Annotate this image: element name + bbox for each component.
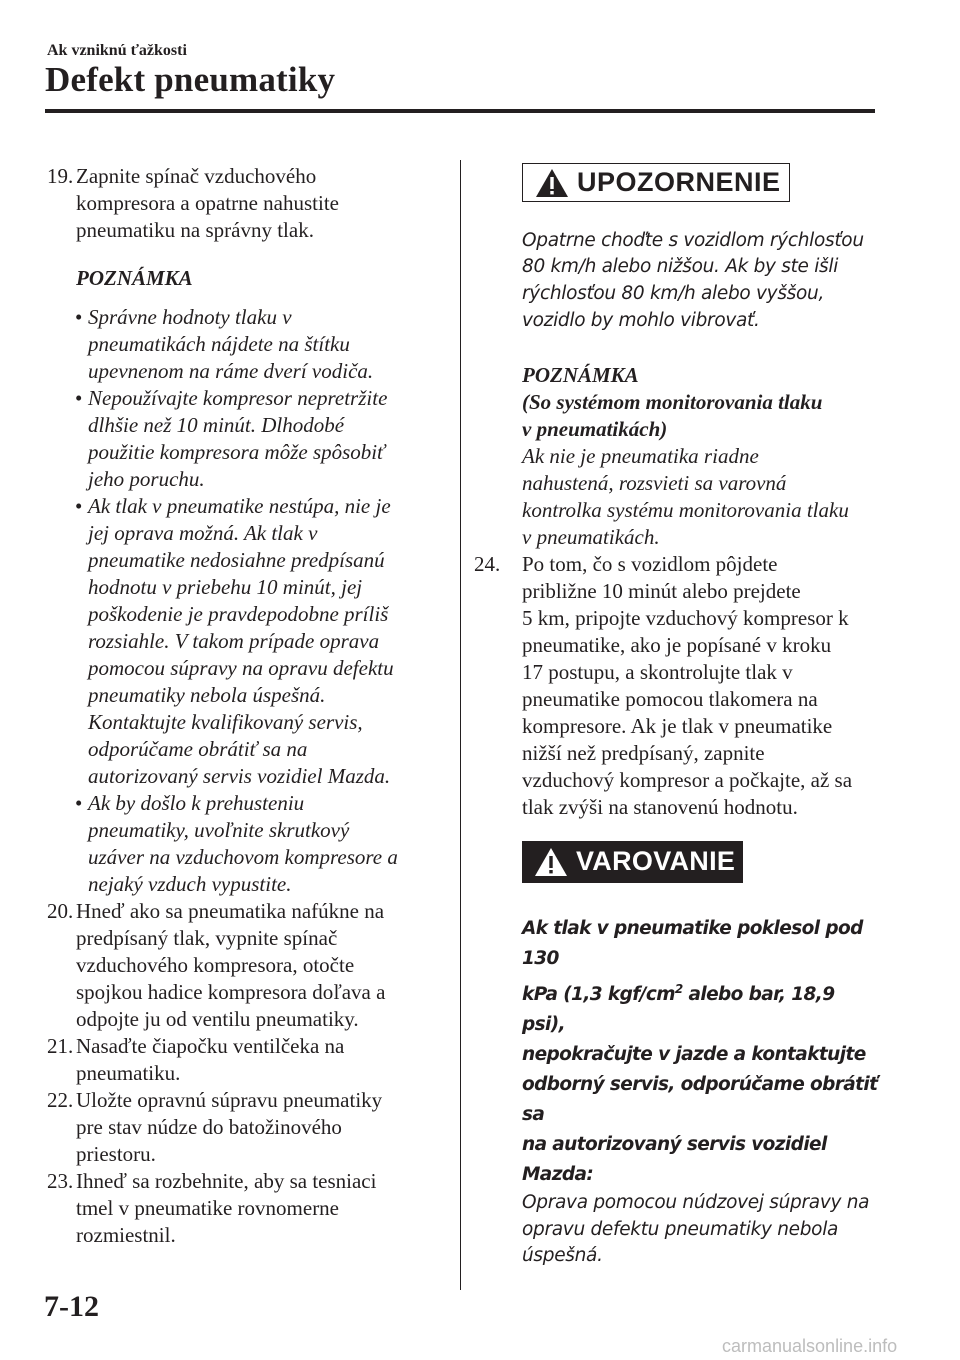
text-line: Ak nie je pneumatika riadne	[522, 443, 759, 468]
text-line: v pneumatikách.	[522, 524, 660, 549]
text-line: Ak tlak v pneumatike poklesol pod 130	[522, 917, 863, 969]
text-line: Po tom, čo s vozidlom pôjdete	[522, 551, 778, 576]
text-line: odpojte ju od ventilu pneumatiky.	[76, 1007, 359, 1031]
superscript: 2	[674, 981, 683, 996]
text-line: dlhšie než 10 minút. Dlhodobé	[88, 413, 345, 437]
text-line: jej oprava možná. Ak tlak v	[88, 521, 318, 545]
text-line: kompresore. Ak je tlak v pneumatike	[522, 713, 833, 738]
step-number: 23.	[47, 1169, 74, 1193]
text-line	[522, 974, 879, 1040]
text-line: nahustená, rozsvieti sa varovná	[522, 470, 787, 495]
text-line: pre stav núdze do batožinového	[76, 1115, 342, 1139]
warning-text	[522, 1190, 879, 1270]
text-line: pneumatikách nájdete na štítku	[88, 332, 350, 356]
text-line: pneumatiku na správny tlak.	[76, 218, 314, 242]
warning-triangle-icon	[535, 168, 569, 198]
header-rule	[45, 109, 875, 113]
note-block	[522, 362, 879, 551]
text-line: kompresora a opatrne nahustite	[76, 191, 339, 215]
note-bullet	[47, 493, 442, 790]
text-line: 17 postupu, a skontrolujte tlak v	[522, 659, 793, 684]
text-line: kontrolka systému monitorovania tlaku	[522, 497, 849, 522]
text-part: kPa (1,3 kgf/cm	[522, 983, 675, 1005]
text-line: približne 10 minút alebo prejdete	[522, 578, 801, 603]
page-number: 7-12	[44, 1290, 99, 1323]
step-21	[47, 1033, 442, 1087]
text-part: alebo bar, 18,9 psi),	[522, 983, 835, 1035]
caution-label-box	[522, 163, 790, 202]
warning-triangle-icon	[534, 847, 568, 877]
text-line: Ak by došlo k prehusteniu	[88, 791, 305, 815]
text-line: 5 km, pripojte vzduchový kompresor k	[522, 605, 849, 630]
text-line: použitie kompresora môže spôsobiť	[88, 440, 385, 464]
text-line: pneumatike pomocou tlakomera na	[522, 686, 818, 711]
text-line: rozmiestnil.	[76, 1223, 176, 1247]
text-line: vozidlo by mohlo vibrovať.	[522, 309, 760, 331]
left-column	[47, 163, 442, 1249]
text-line: vzduchového kompresora, otočte	[76, 953, 355, 977]
note-title: POZNÁMKA	[76, 266, 193, 290]
text-line: rozsiahle. V takom prípade oprava	[88, 629, 380, 653]
column-divider	[460, 160, 461, 1290]
step-number: 22.	[47, 1088, 74, 1112]
text-line: Kontaktujte kvalifikovaný servis,	[88, 710, 363, 734]
step-19	[47, 163, 442, 244]
text-line: uzáver na vzduchovom kompresore a	[88, 845, 398, 869]
step-22	[47, 1087, 442, 1168]
text-line: pomocou súpravy na opravu defektu	[88, 656, 394, 680]
step-number: 24.	[474, 551, 501, 576]
section-subtitle: Ak vzniknú ťažkosti	[47, 42, 187, 59]
text-line: nepokračujte v jazde a kontaktujte	[522, 1043, 866, 1065]
text-line: opravu defektu pneumatiky nebola	[522, 1218, 839, 1240]
step-23	[47, 1168, 442, 1249]
note-bullet	[47, 385, 442, 493]
note-bullet	[47, 304, 442, 385]
text-line: odporúčame obrátiť sa na	[88, 737, 308, 761]
text-line: Hneď ako sa pneumatika nafúkne na	[76, 899, 385, 923]
step-number: 20.	[47, 899, 74, 923]
caution-block	[522, 163, 879, 551]
bullet-dot: •	[75, 305, 83, 329]
note-subtitle: v pneumatikách)	[522, 416, 668, 441]
watermark: carmanualsonline.info	[722, 1336, 898, 1356]
step-number: 19.	[47, 164, 74, 188]
text-line: spojkou hadice kompresora doľava a	[76, 980, 386, 1004]
text-line: predpísaný tlak, vypnite spínač	[76, 926, 338, 950]
text-line: vzduchový kompresor a počkajte, až sa	[522, 767, 853, 792]
caution-text	[522, 228, 879, 335]
note-subtitle: (So systémom monitorovania tlaku	[522, 389, 823, 414]
text-line: Nepoužívajte kompresor nepretržite	[88, 386, 388, 410]
text-line: pneumatiku.	[76, 1061, 181, 1085]
warning-label-box	[522, 841, 743, 883]
text-line: 80 km/h alebo nižšou. Ak by ste išli	[522, 256, 839, 278]
text-line: priestoru.	[76, 1142, 156, 1166]
text-line: odborný servis, odporúčame obrátiť sa	[522, 1073, 878, 1125]
text-line: Nasaďte čiapočku ventilčeka na	[76, 1034, 345, 1058]
text-line: tmel v pneumatike rovnomerne	[76, 1196, 340, 1220]
text-line: autorizovaný servis vozidiel Mazda.	[88, 764, 391, 788]
text-line: Ihneď sa rozbehnite, aby sa tesniaci	[76, 1169, 377, 1193]
step-number: 21.	[47, 1034, 74, 1058]
warning-bold-text	[522, 914, 879, 1190]
warning-block	[522, 841, 879, 1271]
text-line: na autorizovaný servis vozidiel Mazda:	[522, 1133, 827, 1185]
bullet-dot: •	[75, 791, 83, 815]
text-line: hodnotu v priebehu 10 minút, jej	[88, 575, 363, 599]
text-line: pneumatike nedosiahne predpísanú	[88, 548, 385, 572]
caution-label: UPOZORNENIE	[577, 167, 781, 197]
step-20	[47, 898, 442, 1033]
note-bullet	[47, 790, 442, 898]
text-line: poškodenie je pravdepodobne príliš	[88, 602, 389, 626]
text-line: Ak tlak v pneumatike nestúpa, nie je	[88, 494, 391, 518]
text-line: jeho poruchu.	[88, 467, 205, 491]
text-line: Zapnite spínač vzduchového	[76, 164, 317, 188]
text-line: Uložte opravnú súpravu pneumatiky	[76, 1088, 383, 1112]
text-line: upevnenom na ráme dverí vodiča.	[88, 359, 374, 383]
text-line: pneumatike, ako je popísané v kroku	[522, 632, 832, 657]
bullet-dot: •	[75, 386, 83, 410]
bullet-dot: •	[75, 494, 83, 518]
right-column	[474, 163, 879, 1270]
note-title: POZNÁMKA	[522, 362, 639, 387]
text-line: Opatrne choďte s vozidlom rýchlosťou	[522, 229, 864, 251]
text-line: Správne hodnoty tlaku v	[88, 305, 292, 329]
text-line: pneumatiky nebola úspešná.	[88, 683, 326, 707]
page-title: Defekt pneumatiky	[45, 60, 336, 99]
text-line: pneumatiky, uvoľnite skrutkový	[88, 818, 350, 842]
text-line: rýchlosťou 80 km/h alebo vyššou,	[522, 283, 825, 305]
text-line: tlak zvýši na stanovenú hodnotu.	[522, 794, 798, 819]
text-line: úspešná.	[522, 1245, 603, 1267]
step-24	[474, 551, 879, 821]
warning-label: VAROVANIE	[576, 846, 736, 877]
text-line: nižší než predpísaný, zapnite	[522, 740, 765, 765]
text-line: nejaký vzduch vypustite.	[88, 872, 292, 896]
text-line: Oprava pomocou núdzovej súpravy na	[522, 1191, 870, 1213]
